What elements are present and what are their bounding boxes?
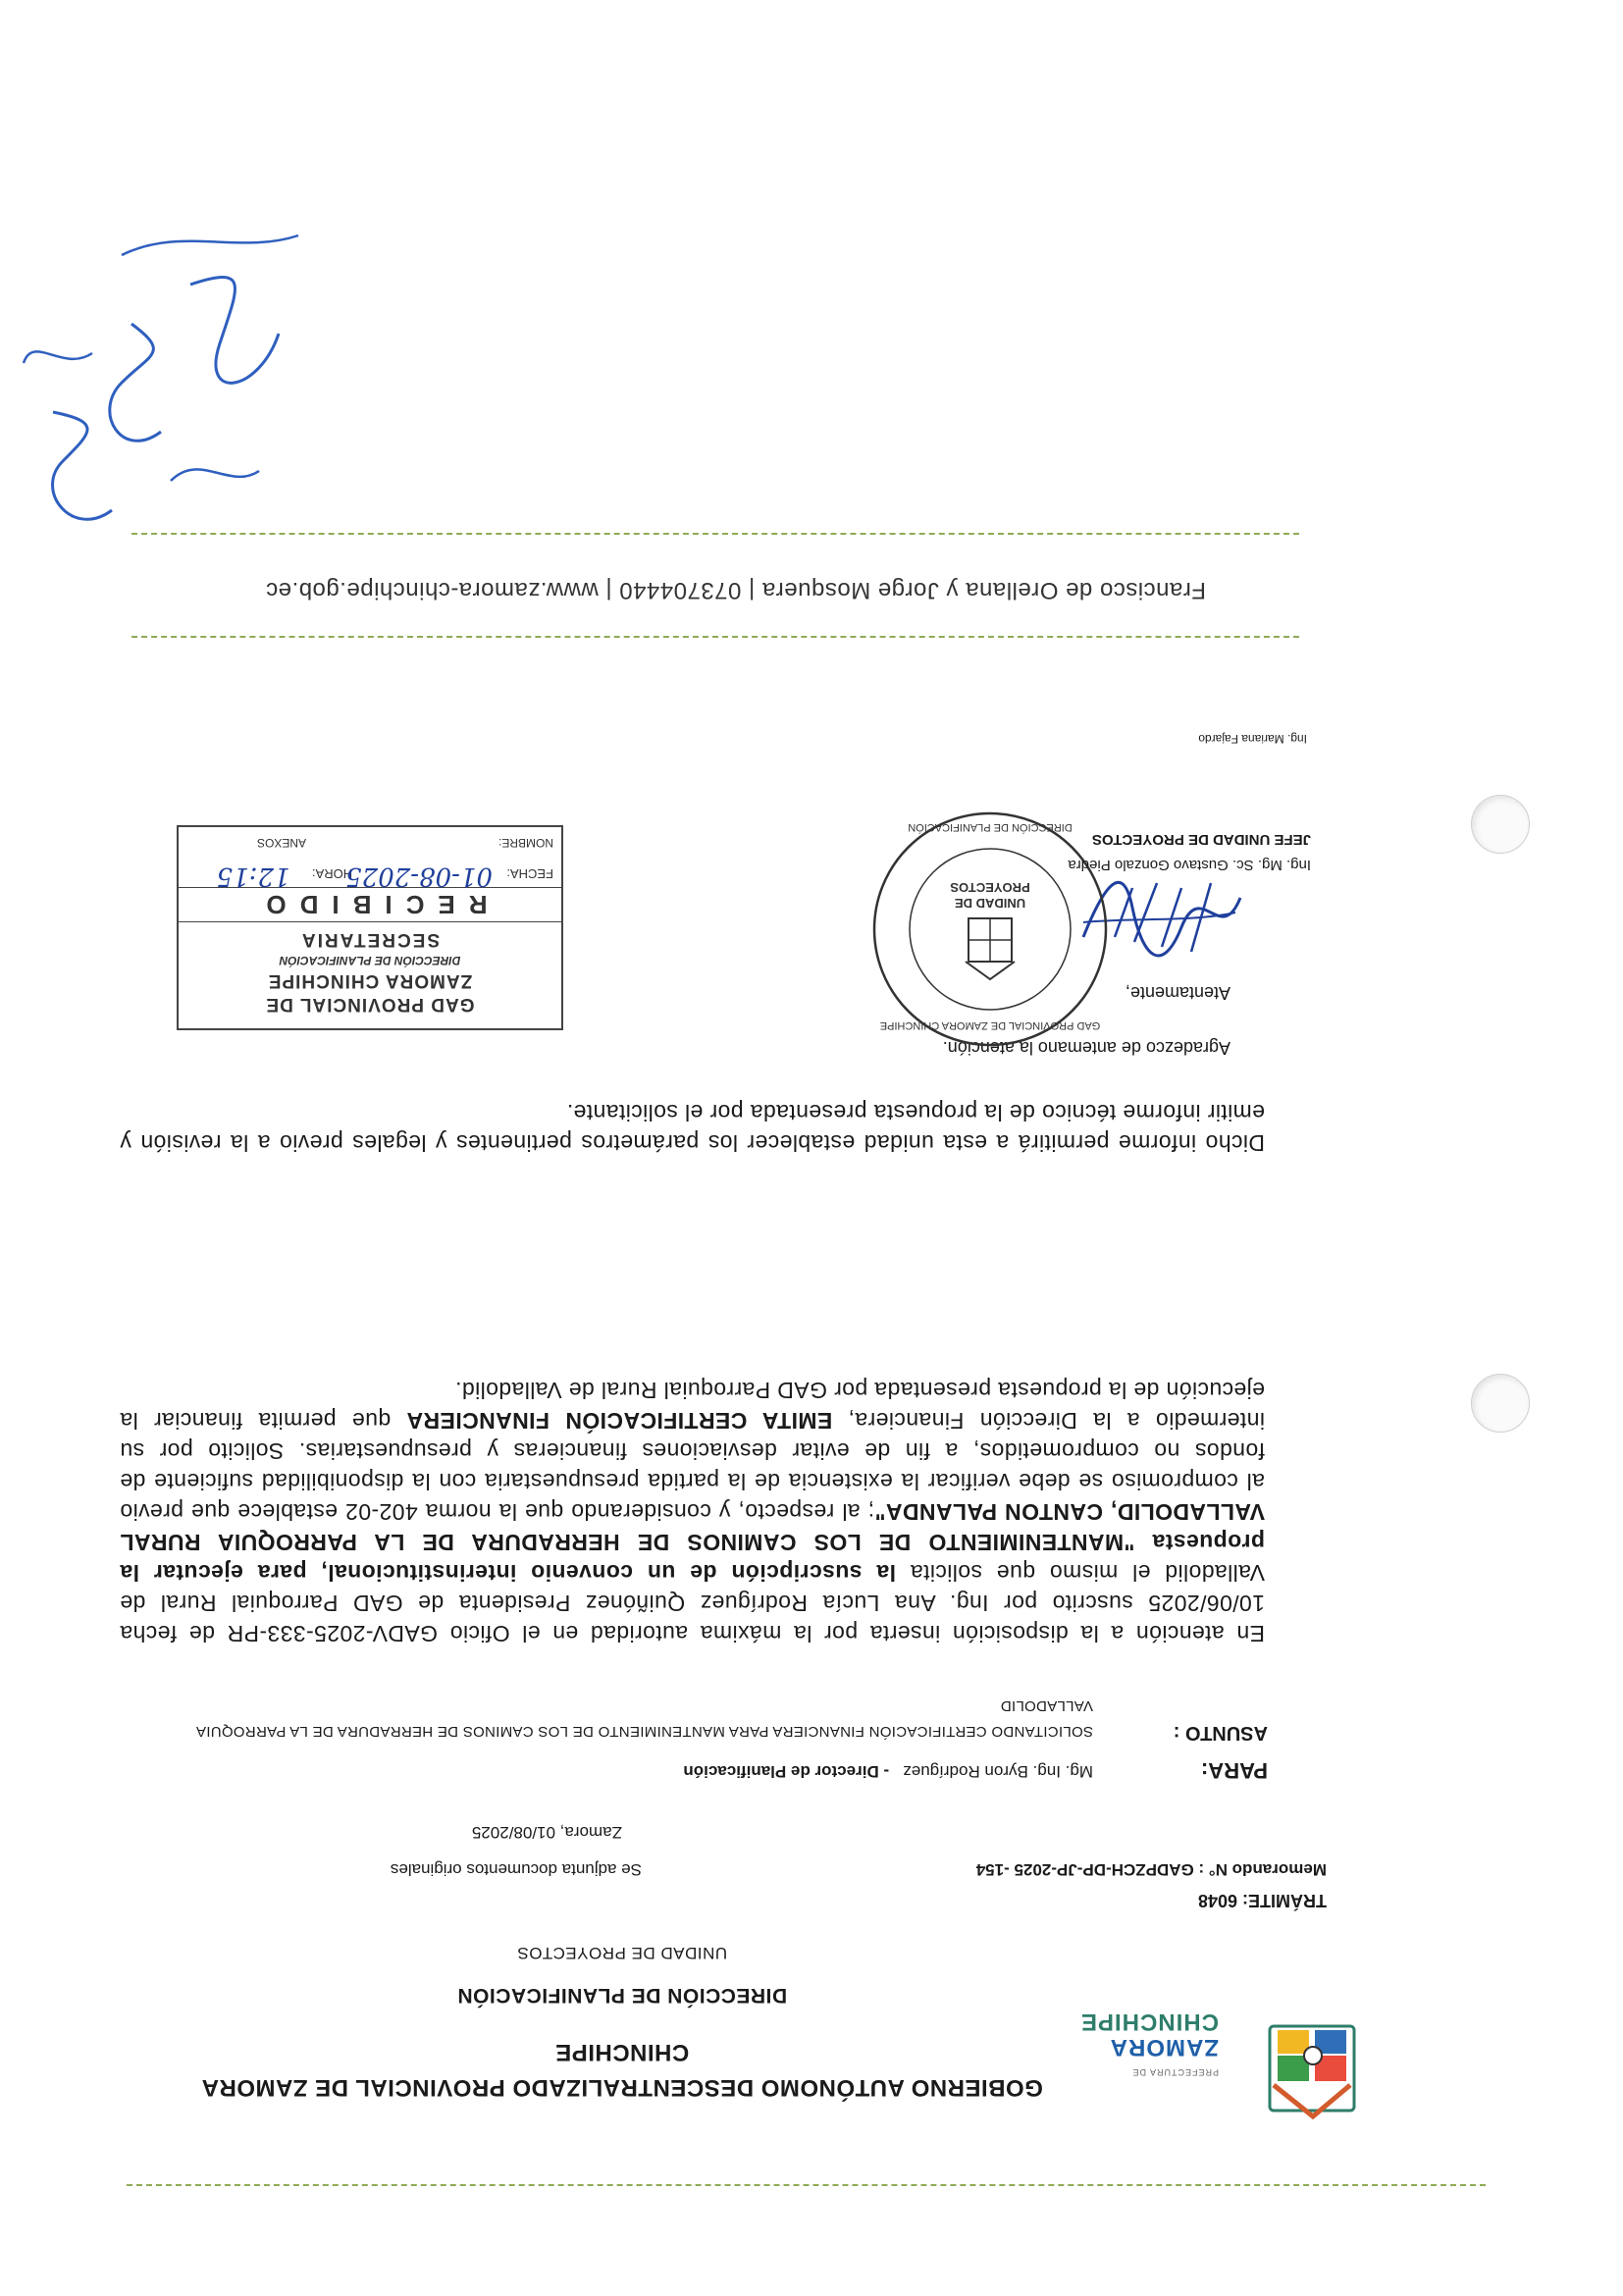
body-paragraph-1 [120, 1375, 1265, 1648]
asunto-label: ASUNTO : [1173, 1722, 1268, 1744]
unit-title: UNIDAD DE PROYECTOS [516, 1944, 728, 1962]
recipient-name: Mg. Ing. Byron Rodríguez [903, 1762, 1093, 1781]
seal-inner-line1: UNIDAD DE [954, 896, 1026, 911]
seal-top-text: GAD PROVINCIAL DE ZAMORA CHINCHIPE [879, 1019, 1101, 1031]
logo-tag: PREFECTURA DE [1131, 2067, 1219, 2077]
logo-line-zamora: ZAMORA [1109, 2034, 1219, 2061]
handwritten-annotation [4, 177, 318, 549]
institution-title: GOBIERNO AUTÓNOMO DESCENTRALIZADO PROVINCIAL DE ZAMORA CHINCHIPE [201, 2039, 1043, 2101]
tramite-number: TRÁMITE: 6048 [1197, 1891, 1327, 1910]
stamp-line2: ZAMORA CHINCHIPE [267, 970, 473, 991]
header-divider [127, 2184, 1486, 2186]
p1-part-c: ; al respecto, y considerando que la norma 402-02 establece que previo al compromiso se debe verificar la existencia de la partida presupuestaria con la disponibilidad suficiente de fondos no comprometidos, a fin de evitar desviaciones financieras y presupuestarias. Solicito por su intermedio a la Dirección Financiera, [120, 1408, 1265, 1525]
logo-line-chinchipe: CHINCHIPE [1079, 2009, 1219, 2035]
footer-contact: Francisco de Orellana y Jorge Mosquera | 073704440 | www.zamora-chinchipe.gob.ec [265, 577, 1206, 603]
signer-role: JEFE UNIDAD DE PROYECTOS [1091, 831, 1311, 848]
reference-initials: Ing. Mariana Fajardo [1198, 732, 1307, 746]
punch-hole-upper [1471, 1374, 1530, 1433]
closing-line: Atentamente, [1125, 983, 1230, 1003]
stamp-nombre-label: NOMBRE: [497, 836, 553, 850]
received-stamp [177, 825, 563, 1030]
asunto-text: SOLICITANDO CERTIFICACIÓN FINANCIERA PARA MANTENIMIENTO DE LOS CAMINOS DE HERRADURA DE LA PARROQUIA VALLADOLID [196, 1697, 1093, 1740]
p1-part-e: que permita financiar la ejecución de la propuesta presentada por GAD Parroquial Rural de Valladolid. [120, 1378, 1265, 1434]
seal-inner-line2: PROYECTOS [950, 880, 1030, 895]
p1-part-a: En atención a la disposición inserta por la máxima autoridad en el Oficio GADV-2025-333-PR de fecha 10/06/2025 suscrito por Ing. Ana Lucía Rodríguez Quiñónez Presidenta de GAD Parroquial Rural de Valladolid el mismo que solicita [120, 1560, 1265, 1646]
stamp-hora-label: HORA: [311, 866, 353, 881]
official-round-seal [867, 807, 1113, 1052]
attachment-note: Se adjunta documentos originales [390, 1860, 642, 1879]
recipient-role: - Director de Planificación [683, 1762, 890, 1781]
para-recipient [683, 1761, 1093, 1781]
stamp-fecha-label: FECHA: [506, 866, 553, 881]
stamp-hora-value: 12:15 [216, 861, 290, 891]
stamp-handwritten-values [217, 861, 493, 891]
punch-hole-lower [1471, 795, 1530, 854]
thanks-line: Agradezco de antemano la atención. [942, 1038, 1230, 1058]
memo-number: Memorando N° : GADPZCH-DP-JP-2025 -154 [975, 1860, 1327, 1879]
logo-wordmark [1080, 2009, 1219, 2085]
direction-title: DIRECCIÓN DE PLANIFICACIÓN [456, 1984, 788, 2007]
p1-part-b: la suscripción de un convenio interinstitucional, para ejecutar la propuesta "MANTENIMIENTO DE LOS CAMINOS DE HERRADURA DE LA PARROQUIA RURAL VALLADOLID, CANTON PALANDA" [120, 1499, 1265, 1586]
signer-name: Ing. Mg. Sc. Gustavo Gonzalo Piedra [1068, 857, 1311, 873]
p1-part-d: EMITA CERTIFICACIÓN FINANCIERA [406, 1408, 833, 1434]
body-paragraph-2: Dicho informe permitirá a esta unidad establecer los parámetros pertinentes y legales previo a la revisión y emitir informe técnico de la propuesta presentada por el solicitante. [120, 1100, 1265, 1156]
stamp-line4: SECRETARIA [299, 929, 441, 950]
memo-date: Zamora, 01/08/2025 [471, 1823, 622, 1842]
stamp-line3: DIRECCIÓN DE PLANIFICACIÓN [279, 954, 461, 967]
stamp-recibido: RECIBIDO [179, 887, 561, 922]
stamp-fecha-value: 01-08-2025 [345, 861, 493, 891]
footer-divider-top [131, 636, 1299, 638]
seal-bottom-text: DIRECCIÓN DE PLANIFICACIÓN [908, 821, 1073, 833]
stamp-line1: GAD PROVINCIAL DE [265, 994, 475, 1015]
stamp-anexos-label: ANEXOS [256, 836, 306, 850]
para-label: PARA: [1200, 1758, 1268, 1783]
